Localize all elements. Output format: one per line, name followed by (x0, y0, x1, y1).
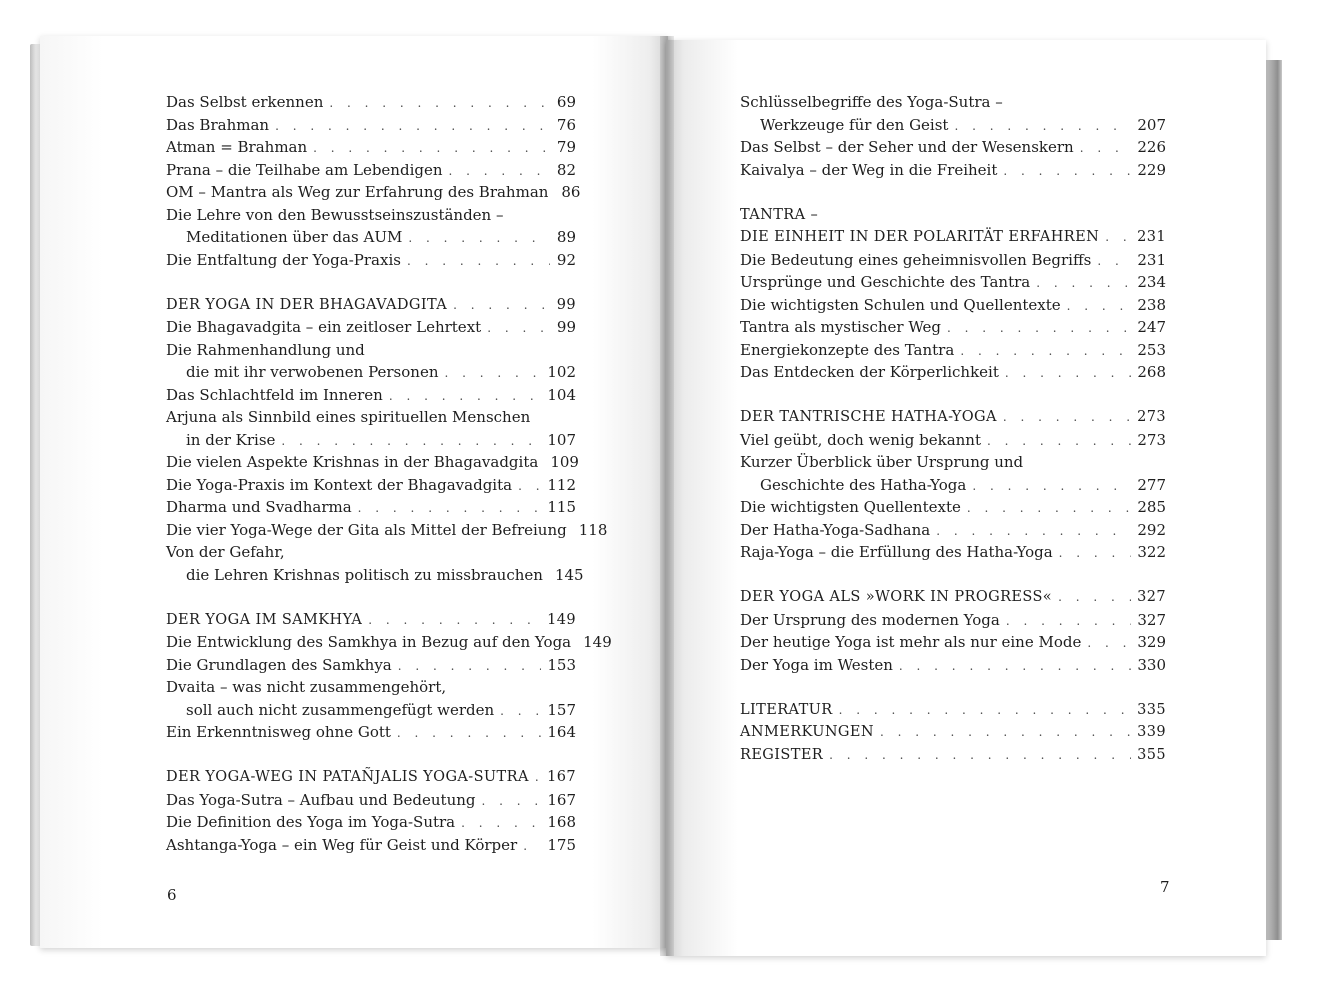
toc-entry (740, 316, 1166, 339)
toc-entry-title: Kurzer Überblick über Ursprung und (740, 453, 1024, 471)
toc-entry-page: 273 (1137, 430, 1166, 449)
toc-entry (166, 339, 576, 362)
toc-entry-title: Kaivalya – der Weg in die Freiheit (740, 160, 998, 179)
toc-entry-title: Das Yoga-Sutra – Aufbau und Bedeutung (166, 790, 476, 809)
toc-entry-page: 149 (547, 611, 576, 628)
toc-right (740, 91, 1166, 766)
toc-entry-page: 79 (556, 138, 576, 156)
toc-entry (740, 271, 1166, 294)
toc-chapter-heading (166, 294, 576, 317)
toc-entry-title: Die Entfaltung der Yoga-Praxis (166, 250, 401, 269)
toc-entry-title: Ursprünge und Geschichte des Tantra (740, 273, 1031, 291)
toc-entry (166, 496, 576, 519)
dot-leader (936, 520, 1131, 543)
section-gap (166, 271, 576, 294)
toc-entry-page: 285 (1137, 498, 1166, 516)
toc-entry (740, 249, 1166, 272)
toc-entry (740, 294, 1166, 317)
toc-entry-page: 226 (1137, 138, 1166, 156)
toc-entry-title: Von der Gefahr, (166, 543, 285, 561)
toc-entry-page: 82 (556, 160, 576, 179)
toc-entry-title: Die wichtigsten Quellentexte (740, 498, 961, 516)
toc-entry (166, 406, 576, 429)
section-gap (740, 384, 1166, 407)
toc-entry-title: DER YOGA ALS »WORK IN PROGRESS« (740, 589, 1053, 605)
page-number-left: 6 (167, 886, 177, 904)
dot-leader (1067, 295, 1132, 318)
toc-entry-title: DER YOGA IM SAMKHYA (166, 611, 363, 628)
section-gap (740, 181, 1166, 204)
toc-entry-page: 355 (1137, 746, 1166, 763)
toc-entry-page: 89 (556, 228, 576, 246)
dot-leader (1003, 406, 1131, 429)
toc-entry-page: 99 (556, 318, 576, 336)
toc-entry (740, 496, 1166, 519)
dot-leader (967, 497, 1131, 520)
toc-entry-page: 102 (547, 363, 576, 381)
section-gap (166, 586, 576, 609)
toc-entry-title: Die vier Yoga-Wege der Gita als Mittel der Befreiung (166, 520, 567, 539)
toc-entry (166, 361, 576, 384)
dot-leader (329, 92, 550, 115)
toc-entry (166, 249, 576, 272)
toc-entry-page: 145 (554, 565, 584, 584)
toc-entry-title: Prana – die Teilhabe am Lebendigen (166, 160, 443, 179)
toc-entry-page: 107 (547, 430, 576, 449)
dot-leader (1087, 632, 1131, 655)
toc-entry-title: Das Brahman (166, 115, 270, 134)
dot-leader (839, 699, 1131, 722)
toc-entry-page: 234 (1137, 273, 1166, 291)
section-gap (740, 564, 1166, 587)
toc-chapter-heading (740, 226, 1166, 249)
toc-entry-page: 268 (1137, 363, 1166, 381)
dot-leader (281, 430, 541, 453)
toc-entry-page: 253 (1137, 340, 1166, 359)
toc-entry (166, 474, 576, 497)
toc-entry (740, 361, 1166, 384)
toc-entry-page: 104 (547, 385, 576, 404)
toc-entry-page: 330 (1137, 655, 1166, 674)
toc-entry (166, 631, 612, 654)
toc-entry-page: 99 (556, 296, 576, 313)
toc-entry-title: Atman = Brahman (166, 138, 308, 156)
toc-entry-title: TANTRA – (740, 206, 819, 223)
toc-entry (166, 834, 576, 857)
toc-entry (740, 541, 1166, 564)
dot-leader (899, 655, 1131, 678)
toc-entry-page: 231 (1137, 250, 1166, 269)
dot-leader (445, 362, 542, 385)
toc-entry-title: Das Selbst – der Seher und der Wesenskern (740, 138, 1074, 156)
toc-entry (166, 721, 576, 744)
toc-entry-page: 247 (1137, 318, 1166, 336)
toc-entry-title: Der Ursprung des modernen Yoga (740, 610, 1000, 629)
dot-leader (987, 430, 1131, 453)
toc-entry (166, 159, 576, 182)
toc-entry-title: Viel geübt, doch wenig bekannt (740, 430, 981, 449)
toc-entry (166, 564, 584, 587)
toc-entry-page: 168 (547, 813, 576, 831)
toc-entry-title: Die Grundlagen des Samkhya (166, 655, 392, 674)
dot-leader (1059, 542, 1132, 565)
dot-leader (389, 385, 542, 408)
dot-leader (398, 655, 542, 678)
dot-leader (407, 250, 550, 273)
dot-leader (313, 137, 550, 160)
toc-entry-page: 167 (547, 769, 576, 785)
toc-entry-title: Tantra als mystischer Weg (740, 318, 942, 336)
toc-entry-page: 118 (578, 520, 608, 539)
toc-chapter-heading (740, 699, 1166, 722)
toc-entry-page: 157 (547, 700, 576, 719)
toc-entry-page: 238 (1137, 295, 1166, 314)
toc-entry-title: Die Bedeutung eines geheimnisvollen Begriffs (740, 250, 1092, 269)
toc-entry-page: 153 (547, 655, 576, 674)
toc-entry-title: Die Entwicklung des Samkhya in Bezug auf den Yoga (166, 633, 572, 651)
toc-entry-page: 207 (1137, 115, 1166, 134)
toc-entry-page: 112 (547, 475, 576, 494)
dot-leader (461, 812, 541, 835)
toc-entry-title: DER YOGA IN DER BHAGAVADGITA (166, 296, 448, 313)
toc-entry-title: Der Hatha-Yoga-Sadhana (740, 520, 931, 539)
toc-entry-title: Die wichtigsten Schulen und Quellentexte (740, 295, 1061, 314)
toc-entry-title: Der Yoga im Westen (740, 655, 893, 674)
toc-entry-title: die Lehren Krishnas politisch zu missbrauchen (186, 565, 543, 584)
toc-entry-title: Energiekonzepte des Tantra (740, 340, 955, 359)
toc-entry-title: Arjuna als Sinnbild eines spirituellen Menschen (166, 408, 531, 426)
page-number-right: 7 (1160, 878, 1170, 896)
toc-entry (166, 541, 576, 564)
dot-leader (947, 317, 1131, 340)
toc-entry (166, 384, 576, 407)
toc-entry (166, 654, 576, 677)
dot-leader (829, 744, 1131, 767)
dot-leader (1003, 160, 1131, 183)
toc-entry (740, 451, 1166, 474)
toc-entry (166, 789, 576, 812)
toc-entry-title: REGISTER (740, 746, 824, 763)
dot-leader (482, 790, 542, 813)
toc-entry (740, 159, 1166, 182)
toc-entry-title: DIE EINHEIT IN DER POLARITÄT ERFAHREN (740, 229, 1100, 245)
toc-entry-page: 335 (1137, 701, 1166, 718)
toc-entry-title: ANMERKUNGEN (740, 724, 874, 740)
section-gap (166, 744, 576, 767)
toc-entry-page: 327 (1137, 610, 1166, 629)
book-gutter (660, 36, 674, 956)
toc-entry-title: in der Krise (186, 430, 276, 449)
toc-chapter-heading (740, 721, 1166, 744)
toc-entry (166, 114, 576, 137)
toc-entry (166, 316, 576, 339)
toc-entry (740, 429, 1166, 452)
toc-entry (740, 91, 1166, 114)
dot-leader (408, 227, 550, 250)
toc-entry (166, 136, 576, 159)
toc-chapter-heading (740, 406, 1166, 429)
dot-leader (1006, 610, 1132, 633)
toc-entry-title: Dvaita – was nicht zusammengehört, (166, 678, 447, 696)
toc-entry-title: DER TANTRISCHE HATHA-YOGA (740, 409, 997, 425)
dot-leader (500, 700, 541, 723)
toc-entry (740, 654, 1166, 677)
toc-entry-page: 115 (547, 498, 576, 516)
toc-chapter-heading (740, 586, 1166, 609)
toc-entry-title: Raja-Yoga – die Erfüllung des Hatha-Yoga (740, 543, 1053, 561)
toc-entry-page: 149 (583, 633, 612, 651)
dot-leader (880, 721, 1131, 744)
toc-entry-title: Die Definition des Yoga im Yoga-Sutra (166, 813, 456, 831)
toc-entry-title: die mit ihr verwobenen Personen (186, 363, 439, 381)
toc-entry-page: 164 (547, 723, 576, 741)
toc-entry-title: Das Selbst erkennen (166, 93, 324, 111)
dot-leader (368, 609, 541, 632)
dot-leader (1036, 272, 1131, 295)
toc-entry (740, 631, 1166, 654)
toc-entry-title: Ashtanga-Yoga – ein Weg für Geist und Körper (166, 835, 518, 854)
toc-entry-page: 167 (547, 790, 576, 809)
dot-leader (487, 317, 550, 340)
dot-leader (518, 475, 541, 498)
toc-entry-title: LITERATUR (740, 701, 833, 718)
dot-leader (535, 766, 541, 789)
toc-entry-title: soll auch nicht zusammengefügt werden (186, 700, 495, 719)
toc-entry-title: Das Schlachtfeld im Inneren (166, 385, 383, 404)
dot-leader (453, 294, 550, 317)
dot-leader (397, 722, 541, 745)
toc-entry (740, 136, 1166, 159)
toc-entry-title: DER YOGA-WEG IN PATAÑJALIS YOGA-SUTRA (166, 769, 529, 785)
toc-entry-title: OM – Mantra als Weg zur Erfahrung des Brahman (166, 183, 549, 201)
toc-entry-title: Die vielen Aspekte Krishnas in der Bhagavadgita (166, 453, 539, 471)
dot-leader (275, 115, 550, 138)
toc-entry-page: 231 (1137, 229, 1166, 245)
toc-entry-title: Schlüsselbegriffe des Yoga-Sutra – (740, 93, 1003, 111)
toc-entry (166, 429, 576, 452)
dot-leader (449, 160, 550, 183)
toc-entry-page: 229 (1137, 160, 1166, 179)
dot-leader (1080, 137, 1132, 160)
toc-entry-title: Ein Erkenntnisweg ohne Gott (166, 723, 391, 741)
dot-leader (972, 475, 1131, 498)
toc-entry-title: Die Rahmenhandlung und (166, 340, 365, 359)
toc-entry (166, 226, 576, 249)
toc-entry-page: 69 (556, 93, 576, 111)
toc-entry-title: Meditationen über das AUM (186, 228, 403, 246)
dot-leader (960, 340, 1131, 363)
toc-entry-page: 86 (561, 183, 581, 201)
dot-leader (1097, 250, 1131, 273)
toc-entry-page: 329 (1137, 633, 1166, 651)
toc-entry (166, 699, 576, 722)
toc-entry-title: Die Bhagavadgita – ein zeitloser Lehrtext (166, 318, 482, 336)
toc-left (166, 91, 612, 856)
toc-entry-page: 327 (1137, 589, 1166, 605)
toc-entry-page: 175 (547, 835, 576, 854)
toc-chapter-heading (166, 766, 576, 789)
toc-entry-title: Der heutige Yoga ist mehr als nur eine Mode (740, 633, 1082, 651)
toc-entry (166, 451, 579, 474)
toc-chapter-heading (740, 744, 1166, 767)
toc-entry-title: Geschichte des Hatha-Yoga (760, 475, 967, 494)
toc-entry-page: 322 (1137, 543, 1166, 561)
toc-entry (740, 474, 1166, 497)
toc-entry (166, 181, 581, 204)
toc-entry-title: Die Yoga-Praxis im Kontext der Bhagavadgita (166, 475, 513, 494)
toc-entry (740, 339, 1166, 362)
dot-leader (1005, 362, 1131, 385)
toc-entry (740, 519, 1166, 542)
toc-entry-title: Dharma und Svadharma (166, 498, 352, 516)
section-gap (740, 676, 1166, 699)
dot-leader (358, 497, 542, 520)
toc-chapter-heading (740, 204, 1166, 227)
toc-entry-page: 339 (1137, 724, 1166, 740)
toc-entry-page: 109 (550, 453, 579, 471)
toc-entry-page: 76 (556, 115, 576, 134)
toc-entry (166, 519, 608, 542)
toc-entry-page: 273 (1137, 409, 1166, 425)
dot-leader (954, 115, 1131, 138)
toc-entry-page: 277 (1137, 475, 1166, 494)
toc-entry (740, 609, 1166, 632)
toc-entry-page: 92 (556, 250, 576, 269)
toc-entry-title: Das Entdecken der Körperlichkeit (740, 363, 999, 381)
toc-entry-page: 292 (1137, 520, 1166, 539)
dot-leader (523, 835, 541, 858)
toc-entry (166, 204, 576, 227)
toc-entry (166, 811, 576, 834)
toc-entry-title: Die Lehre von den Bewusstseinszuständen – (166, 205, 504, 224)
toc-entry (166, 91, 576, 114)
toc-entry-title: Werkzeuge für den Geist (760, 115, 949, 134)
toc-entry (740, 114, 1166, 137)
toc-chapter-heading (166, 609, 576, 632)
dot-leader (1105, 226, 1131, 249)
dot-leader (1058, 586, 1131, 609)
toc-entry (166, 676, 576, 699)
